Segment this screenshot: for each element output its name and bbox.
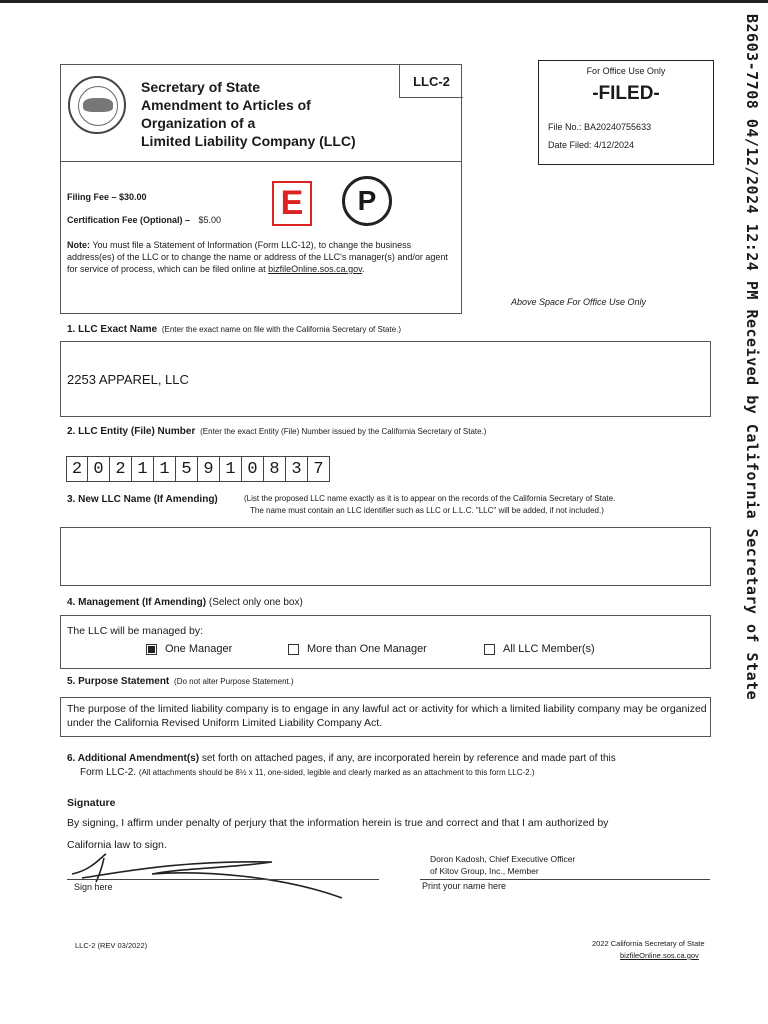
date-filed: Date Filed: 4/12/2024 bbox=[548, 140, 635, 150]
office-use-label: For Office Use Only bbox=[586, 66, 666, 76]
note-lead: Note: bbox=[67, 240, 90, 250]
stamp-e: E bbox=[272, 181, 312, 226]
signature-affirmation-2: California law to sign. bbox=[67, 839, 167, 851]
print-name-line[interactable] bbox=[420, 879, 710, 880]
printed-name-line-2: of Kitov Group, Inc., Member bbox=[430, 866, 539, 876]
filing-fee: Filing Fee – $30.00 bbox=[67, 192, 147, 202]
certification-fee bbox=[67, 215, 221, 225]
section-6-form-ref: Form LLC-2. bbox=[80, 767, 137, 778]
signature-title: Signature bbox=[67, 797, 116, 809]
form-title bbox=[141, 78, 381, 150]
header-divider bbox=[61, 161, 461, 162]
section-5-label: 5. Purpose Statement bbox=[67, 676, 170, 687]
note-tail: . bbox=[362, 264, 365, 274]
section-3-hint-1: (List the proposed LLC name exactly as it is to appear on the records of the California Secretary of State. bbox=[244, 494, 616, 503]
title-line-3: Organization of a bbox=[141, 115, 256, 131]
certification-fee-amount: $5.00 bbox=[198, 215, 222, 225]
entity-number-digit: 1 bbox=[132, 456, 154, 482]
title-line-1: Secretary of State bbox=[141, 79, 261, 95]
signature-affirmation: By signing, I affirm under penalty of perjury that the information herein is true and correct and that I am authorized by bbox=[67, 817, 609, 829]
sign-here-label: Sign here bbox=[74, 882, 113, 892]
entity-number-digit: 1 bbox=[154, 456, 176, 482]
section-6 bbox=[67, 752, 712, 780]
stamp-p: P bbox=[342, 176, 392, 226]
entity-number-digit: 2 bbox=[66, 456, 88, 482]
section-1-title bbox=[67, 324, 401, 335]
entity-number-field[interactable] bbox=[66, 456, 330, 484]
llc-name-value: 2253 APPAREL, LLC bbox=[67, 372, 189, 387]
section-1-label: 1. LLC Exact Name bbox=[67, 324, 158, 335]
signature-line[interactable] bbox=[67, 879, 379, 880]
section-2-title bbox=[67, 426, 486, 437]
entity-number-digit: 3 bbox=[286, 456, 308, 482]
option-all-members[interactable] bbox=[484, 643, 595, 655]
page-top-edge bbox=[0, 0, 768, 3]
entity-number-digit: 0 bbox=[88, 456, 110, 482]
section-2-label: 2. LLC Entity (File) Number bbox=[67, 426, 196, 437]
above-space-label: Above Space For Office Use Only bbox=[511, 297, 647, 307]
one-manager-checkbox[interactable] bbox=[146, 644, 157, 655]
received-stamp bbox=[745, 14, 765, 874]
all-members-checkbox[interactable] bbox=[484, 644, 495, 655]
form-code: LLC-2 bbox=[399, 65, 463, 98]
entity-number-digit: 8 bbox=[264, 456, 286, 482]
certification-fee-label: Certification Fee (Optional) – bbox=[67, 215, 191, 225]
section-6-hint: (All attachments should be 8½ x 11, one-sided, legible and clearly marked as an attachment to this form LLC-2.) bbox=[138, 768, 535, 777]
entity-number-digit: 9 bbox=[198, 456, 220, 482]
entity-number-digit: 1 bbox=[220, 456, 242, 482]
office-use-box bbox=[538, 60, 714, 165]
management-box bbox=[60, 615, 711, 669]
option-more-than-one-manager[interactable] bbox=[288, 643, 427, 655]
all-members-label: All LLC Member(s) bbox=[503, 643, 595, 655]
copyright: 2022 California Secretary of State bbox=[592, 939, 705, 948]
section-5-hint: (Do not alter Purpose Statement.) bbox=[174, 677, 294, 686]
section-3-title: 3. New LLC Name (If Amending) bbox=[67, 494, 218, 505]
handwritten-signature bbox=[62, 848, 362, 908]
entity-number-digit: 7 bbox=[308, 456, 330, 482]
section-5-title bbox=[67, 676, 294, 687]
seal-bear-figure bbox=[83, 98, 113, 112]
received-stamp-text: B2603-7708 04/12/2024 12:24 PM Received by California Secretary of State bbox=[743, 14, 761, 701]
note-body: You must file a Statement of Information (Form LLC-12), to change the business address(es) of the LLC or to change the name or address of the LLC's manager(s) and/or agent for service of process, which can be filed online at bbox=[67, 240, 448, 274]
new-llc-name-field[interactable] bbox=[60, 527, 711, 586]
option-one-manager[interactable] bbox=[146, 643, 232, 655]
bizfile-link[interactable]: bizfileOnline.sos.ca.gov bbox=[268, 264, 363, 274]
footer-site-link[interactable]: bizfileOnline.sos.ca.gov bbox=[620, 951, 699, 960]
california-state-seal-icon bbox=[68, 76, 126, 134]
note-text bbox=[67, 239, 457, 275]
file-number: File No.: BA20240755633 bbox=[548, 122, 652, 132]
filed-status: -FILED- bbox=[592, 83, 660, 104]
section-4-hint: (Select only one box) bbox=[208, 597, 303, 608]
form-revision: LLC-2 (REV 03/2022) bbox=[75, 941, 148, 950]
section-4-label: 4. Management (If Amending) bbox=[67, 597, 207, 608]
one-manager-label: One Manager bbox=[165, 643, 233, 655]
title-line-4: Limited Liability Company (LLC) bbox=[141, 133, 356, 149]
section-6-text: set forth on attached pages, if any, are incorporated herein by reference and made part of this bbox=[201, 753, 616, 764]
section-3-hint-2: The name must contain an LLC identifier such as LLC or L.L.C. "LLC" will be added, if not included.) bbox=[250, 506, 604, 515]
purpose-statement: The purpose of the limited liability company is to engage in any lawful act or activity for which a limited liability company may be organized under the California Revised Uniform Limited Liability Company Act. bbox=[67, 703, 707, 729]
printed-name-line-1: Doron Kadosh, Chief Executive Officer bbox=[430, 854, 576, 864]
section-1-hint: (Enter the exact name on file with the California Secretary of State.) bbox=[161, 325, 402, 334]
section-2-hint: (Enter the exact Entity (File) Number issued by the California Secretary of State.) bbox=[200, 427, 487, 436]
print-name-label: Print your name here bbox=[422, 881, 507, 891]
entity-number-digit: 0 bbox=[242, 456, 264, 482]
more-than-one-manager-checkbox[interactable] bbox=[288, 644, 299, 655]
section-6-title: 6. Additional Amendment(s) bbox=[67, 753, 200, 764]
section-4-title bbox=[67, 597, 303, 608]
managed-by-label: The LLC will be managed by: bbox=[67, 625, 203, 637]
more-than-one-manager-label: More than One Manager bbox=[307, 643, 427, 655]
title-line-2: Amendment to Articles of bbox=[141, 97, 311, 113]
entity-number-digit: 5 bbox=[176, 456, 198, 482]
entity-number-digit: 2 bbox=[110, 456, 132, 482]
